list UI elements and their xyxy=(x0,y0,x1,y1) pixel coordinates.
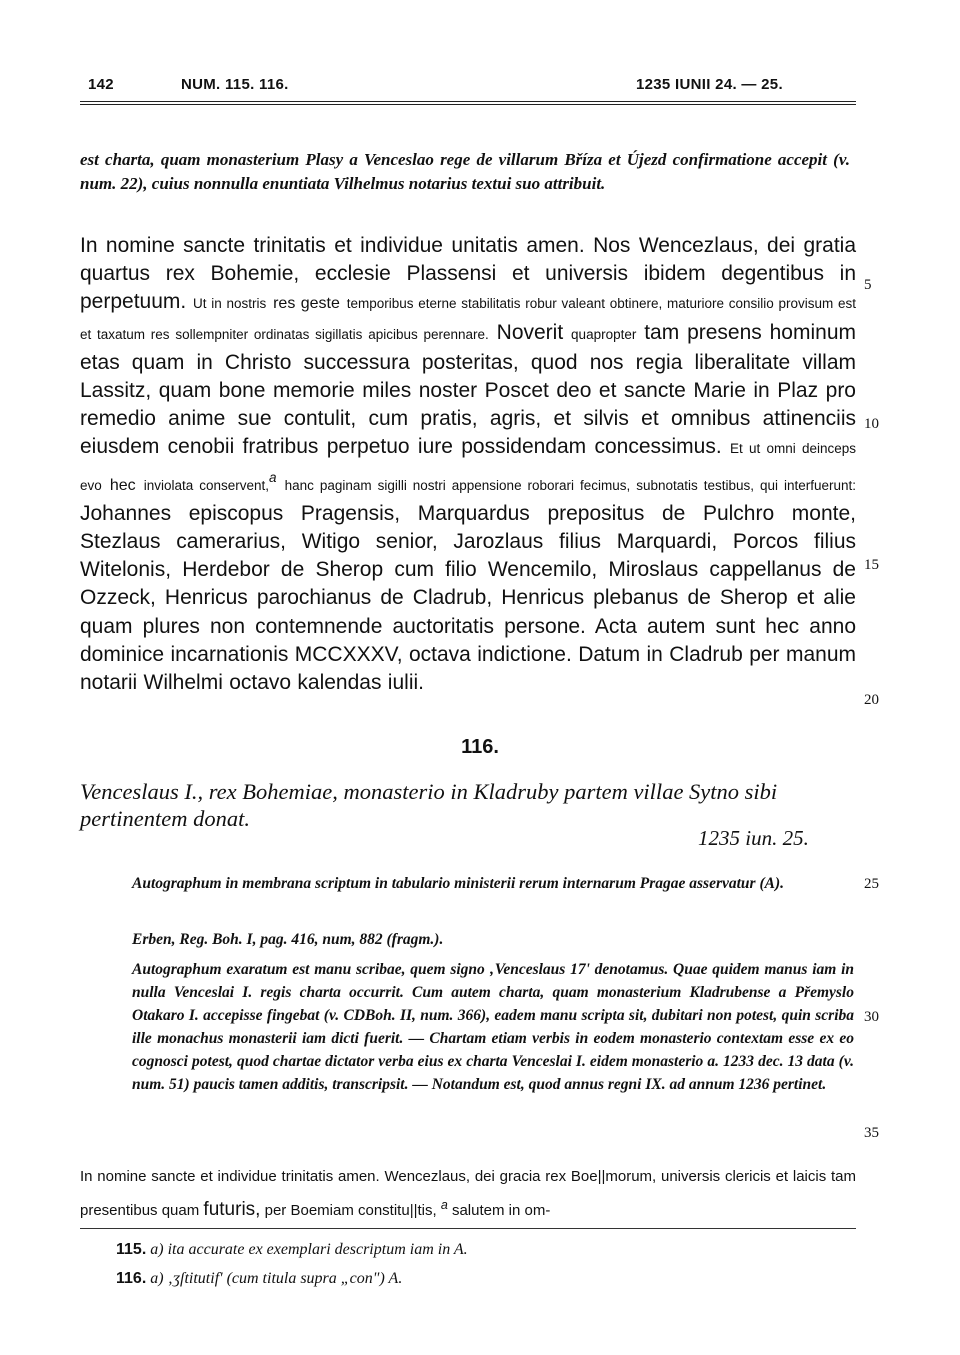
footnote-rule xyxy=(80,1228,856,1229)
note-autograph: Autographum in membrana scriptum in tabulario ministerii rerum internarum Pragae asservatur (A). xyxy=(132,875,784,892)
note-commentary: Autographum exaratum est manu scribae, quem signo ‚Venceslaus 17' denotamus. Quae quidem manus iam in nulla Venceslai I. regis charta occurrit. Cum autem charta, quam monasterium Kladrubense a Přemyslo Otakaro I. accepisse fingebat (v. CDBoh. II, num. 366), eadem manu scripta sit, dubitari non potest, quin scriba ille monachus monasterii iam dicti fuerit. — Chartam etiam verbis in eodem monasterio contextam esse ex eo cognosci potest, quod chartae dictator verba eius ex charta Venceslai I. eidem monasterio a. 1233 dec. 13 data (v. num. 51) paucis tamen additis, transcripsit. — Notandum est, quod annus regni IX. ad annum 1236 pertinet. xyxy=(132,961,854,1093)
charter-small-1: Ut in nostris xyxy=(193,296,267,312)
regest: Venceslaus I., rex Bohemiae, monasterio in Kladruby partem villae Sytno sibi pertinentem donat. xyxy=(80,779,778,831)
charter-116-text-c: per Boemiam constitu||tis, xyxy=(264,1202,437,1219)
header-rule-2 xyxy=(80,104,856,105)
charter-witnesses: Johannes episcopus Pragensis, Marquardus prepositus de Pulchro monte, Stezlaus camerarius, Witigo senior, Jarozlaus filius Marquardi, Porcos filius Witelonis, Herdebor de Sherop cum filio Wencemilo, Miroslaus cappellanus de Ozzeck, Henricus parochianus de Cladrub, Henricus plebanus de Sherop et alie quam plures non contemnende auctoritatis persone. Acta autem sunt hec anno dominice incarnationis MCCXXXV, octava indictione. Datum in Cladrub per manum notarii Wilhelmi octavo kalendas iulii. xyxy=(80,501,856,695)
charter-116-text-a: In nomine sancte et individue trinitatis amen. Wencezlaus, dei gracia rex Boe||morum, universis clericis et laicis tam presentibus quam xyxy=(80,1168,856,1219)
document-number: 116. xyxy=(461,736,499,758)
charter-116-text-e: salutem in om- xyxy=(451,1202,551,1219)
line-number-20: 20 xyxy=(864,692,879,708)
page-number: 142 xyxy=(88,76,114,93)
footnote-116 xyxy=(116,1270,402,1288)
charter-small-4: Et ut omni deinceps evo xyxy=(80,441,856,493)
header-rule xyxy=(80,101,856,102)
footnote-116-text: a) ‚ʒſtitutif' (cum titula supra „con") A. xyxy=(150,1270,403,1287)
charter-body: tam presens hominum etas quam in Christo successura posteritas, quod nos regia liberalitate villam Lassitz, quam bone memorie miles noster Poscet deo et sancte Marie in Plaz pro remedio anime sue contulit, cum pratis, agris, et silvis et omnibus attinenciis eiusdem cenobii fratribus perpetuo iure possidendam concessimus. xyxy=(80,320,856,459)
charter-opening: In nomine sancte trinitatis et individue unitatis amen. Nos Wencezlaus, dei gratia quartus rex Bohemie, ecclesie Plassensi et universis ibidem degentibus in perpetuum. xyxy=(80,234,856,314)
line-number-30: 30 xyxy=(864,1009,879,1025)
charter-small-5: inviolata conservent, xyxy=(143,477,269,493)
footnote-marker-a-116: a xyxy=(440,1198,448,1212)
header-numbers: NUM. 115. 116. xyxy=(181,76,289,93)
footnote-115-text: a) ita accurate ex exemplari descriptum iam in A. xyxy=(150,1241,468,1258)
intro-note: est charta, quam monasterium Plasy a Venceslao rege de villarum Bříza et Újezd confirmatione accepit (v. num. 22), cuius nonnulla enuntiata Vilhelmus notarius textui suo attribuit. xyxy=(80,150,850,193)
footnote-115 xyxy=(116,1241,468,1259)
header-date: 1235 IUNII 24. — 25. xyxy=(636,76,783,93)
line-number-15: 15 xyxy=(864,557,879,573)
charter-small-3: quapropter xyxy=(571,326,637,342)
footnote-115-num: 115. xyxy=(116,1241,147,1258)
charter-noverit: Noverit xyxy=(496,320,564,344)
note-erben: Erben, Reg. Boh. I, pag. 416, num, 882 (fragm.). xyxy=(132,931,444,948)
charter-small-2: temporibus eterne stabilitatis robur valeant obtinere, maturiore consilio provisum est et taxatum res sollempniter ordinatas sigillatis apicibus perennare. xyxy=(80,296,856,342)
charter-116-text-b: futuris, xyxy=(203,1199,261,1220)
charter-115-text xyxy=(80,232,856,697)
charter-116-start xyxy=(80,1162,856,1225)
line-number-25: 25 xyxy=(864,876,879,892)
regest-date: 1235 iun. 25. xyxy=(698,826,809,850)
line-number-10: 10 xyxy=(864,416,879,432)
footnote-116-num: 116. xyxy=(116,1270,147,1287)
footnote-marker-a: a xyxy=(269,469,277,485)
charter-small-6: hanc paginam sigilli nostri appensione roborari fecimus, subnotatis testibus, qui interfuerunt: xyxy=(284,477,857,493)
line-number-35: 35 xyxy=(864,1125,879,1141)
charter-mid-1: res geste xyxy=(273,295,340,313)
charter-mid-2: hec xyxy=(109,476,136,494)
line-number-5: 5 xyxy=(864,277,872,293)
